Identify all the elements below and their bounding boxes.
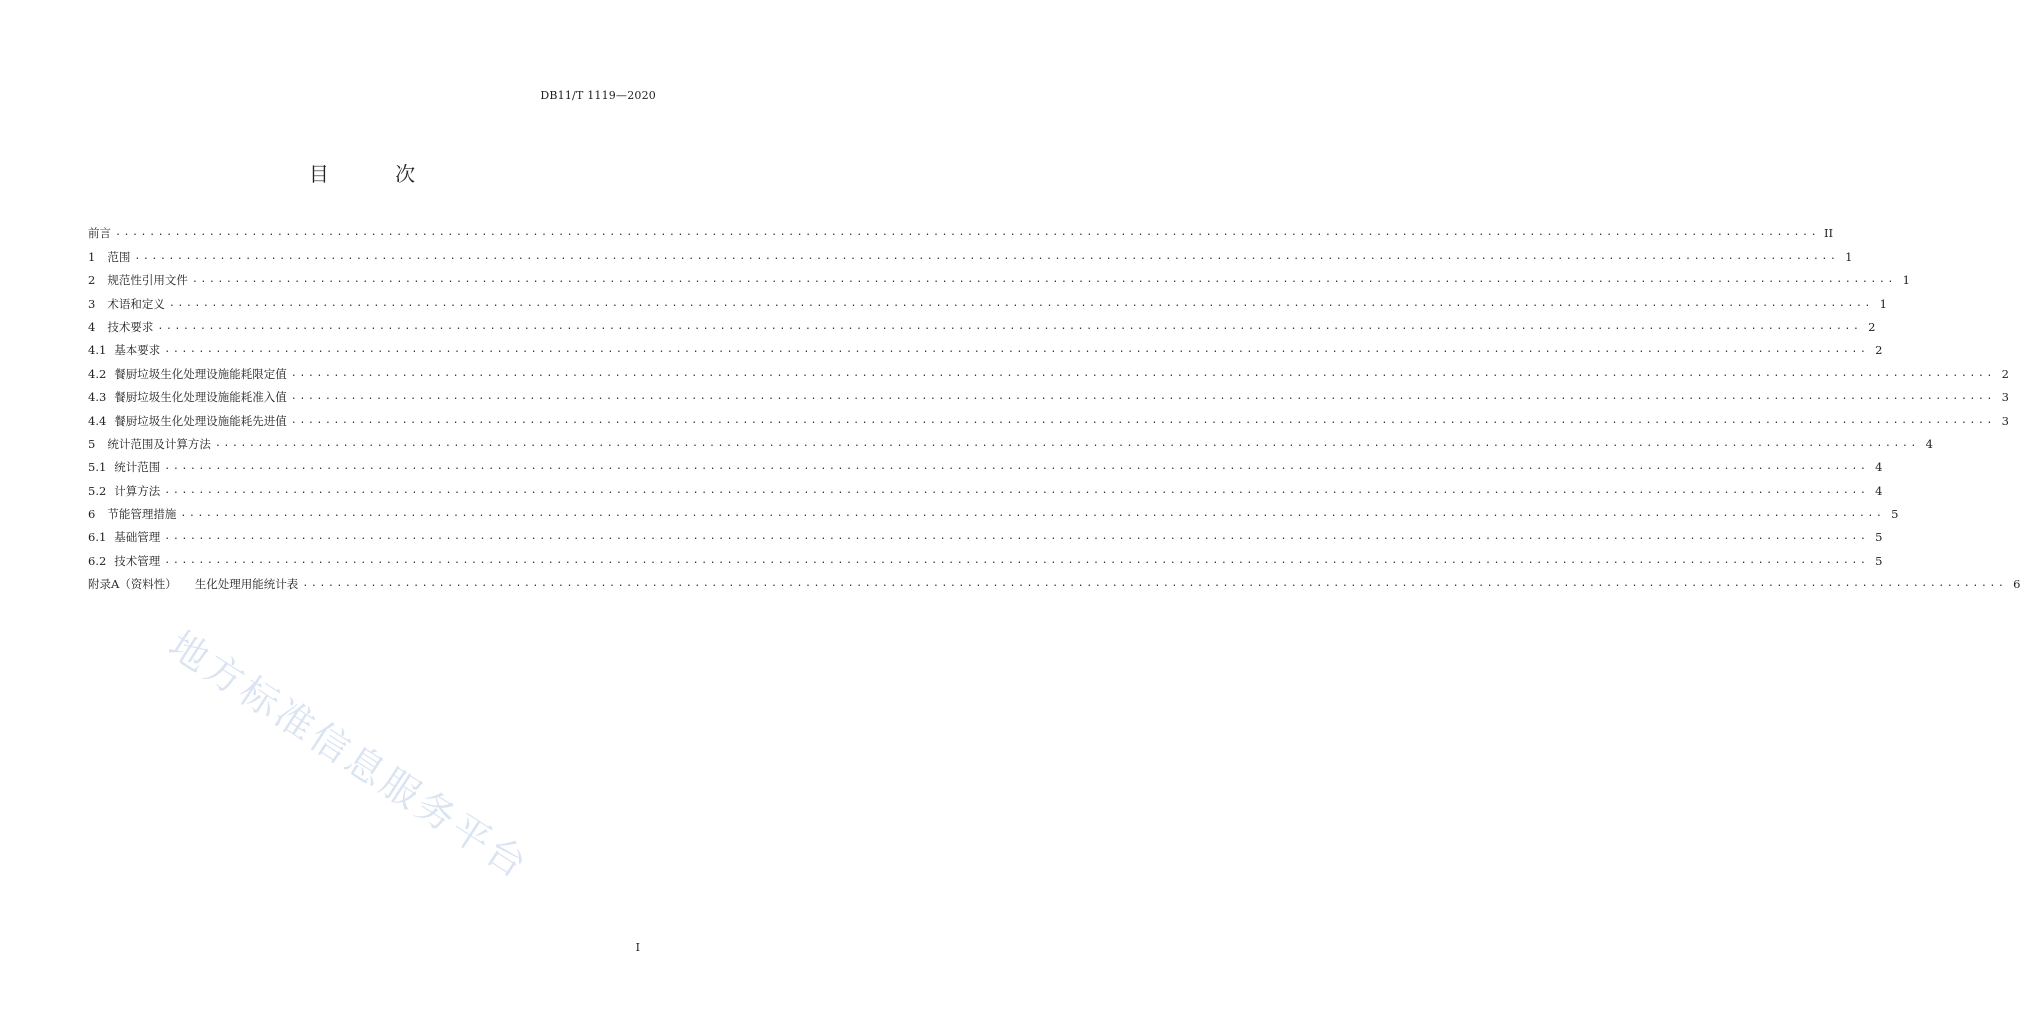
toc-dot-leader: ........................................................................................................................................................................................................ [164, 484, 1869, 496]
toc-entry-number: 4 [88, 319, 96, 334]
toc-entry-page: 5 [1891, 507, 1899, 522]
toc-entry-page: 5 [1875, 553, 1883, 568]
toc-entry-page: 4 [1875, 460, 1883, 475]
toc-entry-page: 1 [1902, 273, 1910, 288]
toc-entry-page: 1 [1879, 296, 1887, 311]
toc-entry-number: 4.3 [88, 390, 107, 405]
toc-entry-label: 餐厨垃圾生化处理设施能耗限定值 [114, 366, 287, 381]
toc-entry[interactable] [88, 241, 1853, 264]
toc-entry-label: 技术管理 [114, 553, 161, 568]
toc-entry-page: 2 [2001, 366, 2009, 381]
toc-entry[interactable] [88, 312, 1876, 335]
toc-entry-page: 2 [1875, 343, 1883, 358]
toc-entry-label: 计算方法 [114, 483, 161, 498]
toc-title: 目 次 [308, 162, 446, 186]
toc-entry-number: 4.1 [88, 343, 107, 358]
toc-dot-leader: ........................................................................................................................................................................................................ [134, 250, 1839, 262]
toc-entry-label: 技术要求 [107, 319, 154, 334]
toc-entry[interactable] [88, 218, 1834, 241]
toc-dot-leader: ........................................................................................................................................................................................................ [164, 554, 1869, 566]
toc-entry-number: 5.1 [88, 460, 107, 475]
toc-entry[interactable] [88, 545, 1883, 568]
toc-entry-number: 4.4 [88, 413, 107, 428]
toc-entry-number: 3 [88, 296, 96, 311]
toc-entry-label: 餐厨垃圾生化处理设施能耗先进值 [114, 413, 287, 428]
toc-entry-page: 4 [1875, 483, 1883, 498]
toc-entry[interactable] [88, 265, 1910, 288]
toc-dot-leader: ........................................................................................................................................................................................................ [115, 227, 1820, 239]
toc-entry-page: 1 [1845, 249, 1853, 264]
toc-entry-page: 6 [2013, 577, 2020, 592]
toc-dot-leader: ........................................................................................................................................................................................................ [168, 297, 1873, 309]
toc-entry-number: 5 [88, 436, 96, 451]
toc-entry[interactable] [88, 288, 1887, 311]
toc-entry[interactable] [88, 382, 2009, 405]
toc-dot-leader: ........................................................................................................................................................................................................ [157, 320, 1862, 332]
toc-dot-leader: ........................................................................................................................................................................................................ [290, 414, 1995, 426]
toc-entry-number: 1 [88, 249, 96, 264]
toc-entry-page: II [1824, 226, 1834, 241]
toc-entry-label: 餐厨垃圾生化处理设施能耗准入值 [114, 390, 287, 405]
table-of-contents [88, 218, 2020, 592]
toc-dot-leader: ........................................................................................................................................................................................................ [290, 391, 1995, 403]
toc-entry-number: 5.2 [88, 483, 107, 498]
toc-dot-leader: ........................................................................................................................................................................................................ [214, 437, 1919, 449]
toc-entry[interactable] [88, 335, 1883, 358]
toc-dot-leader: ........................................................................................................................................................................................................ [164, 461, 1869, 473]
toc-entry[interactable] [88, 429, 1933, 452]
toc-entry-label: 基础管理 [114, 530, 161, 545]
toc-entry-page: 3 [2001, 390, 2009, 405]
toc-dot-leader: ........................................................................................................................................................................................................ [290, 367, 1995, 379]
toc-entry-label: 统计范围 [114, 460, 161, 475]
toc-entry[interactable] [88, 358, 2009, 381]
toc-entry-page: 5 [1875, 530, 1883, 545]
toc-entry-number: 附录A（资料性） [88, 577, 177, 592]
toc-entry-label: 基本要求 [114, 343, 161, 358]
toc-entry-number: 2 [88, 273, 96, 288]
toc-entry[interactable] [88, 569, 2020, 592]
toc-entry-page: 2 [1868, 319, 1876, 334]
toc-entry-label: 范围 [107, 249, 131, 264]
toc-entry-label: 生化处理用能统计表 [194, 577, 299, 592]
toc-entry[interactable] [88, 499, 1899, 522]
toc-entry-page: 4 [1925, 436, 1933, 451]
page-number: I [635, 941, 640, 954]
toc-dot-leader: ........................................................................................................................................................................................................ [164, 531, 1869, 543]
toc-entry-label: 规范性引用文件 [107, 273, 188, 288]
toc-dot-leader: ........................................................................................................................................................................................................ [191, 274, 1896, 286]
watermark: 地方标准信息服务平台 [161, 622, 538, 889]
toc-entry-label: 术语和定义 [107, 296, 165, 311]
toc-entry[interactable] [88, 405, 2009, 428]
toc-entry[interactable] [88, 475, 1883, 498]
toc-entry-label: 前言 [88, 226, 111, 241]
toc-dot-leader: ........................................................................................................................................................................................................ [302, 578, 2007, 590]
toc-entry-number: 6.1 [88, 530, 107, 545]
toc-entry[interactable] [88, 452, 1883, 475]
toc-entry-number: 6.2 [88, 553, 107, 568]
toc-entry-label: 节能管理措施 [107, 507, 177, 522]
toc-entry-label: 统计范围及计算方法 [107, 436, 211, 451]
toc-entry[interactable] [88, 522, 1883, 545]
toc-dot-leader: ........................................................................................................................................................................................................ [164, 344, 1869, 356]
toc-entry-number: 6 [88, 507, 96, 522]
toc-entry-number: 4.2 [88, 366, 107, 381]
toc-dot-leader: ........................................................................................................................................................................................................ [180, 508, 1885, 520]
toc-entry-page: 3 [2001, 413, 2009, 428]
document-code: DB11/T 1119—2020 [540, 89, 656, 102]
